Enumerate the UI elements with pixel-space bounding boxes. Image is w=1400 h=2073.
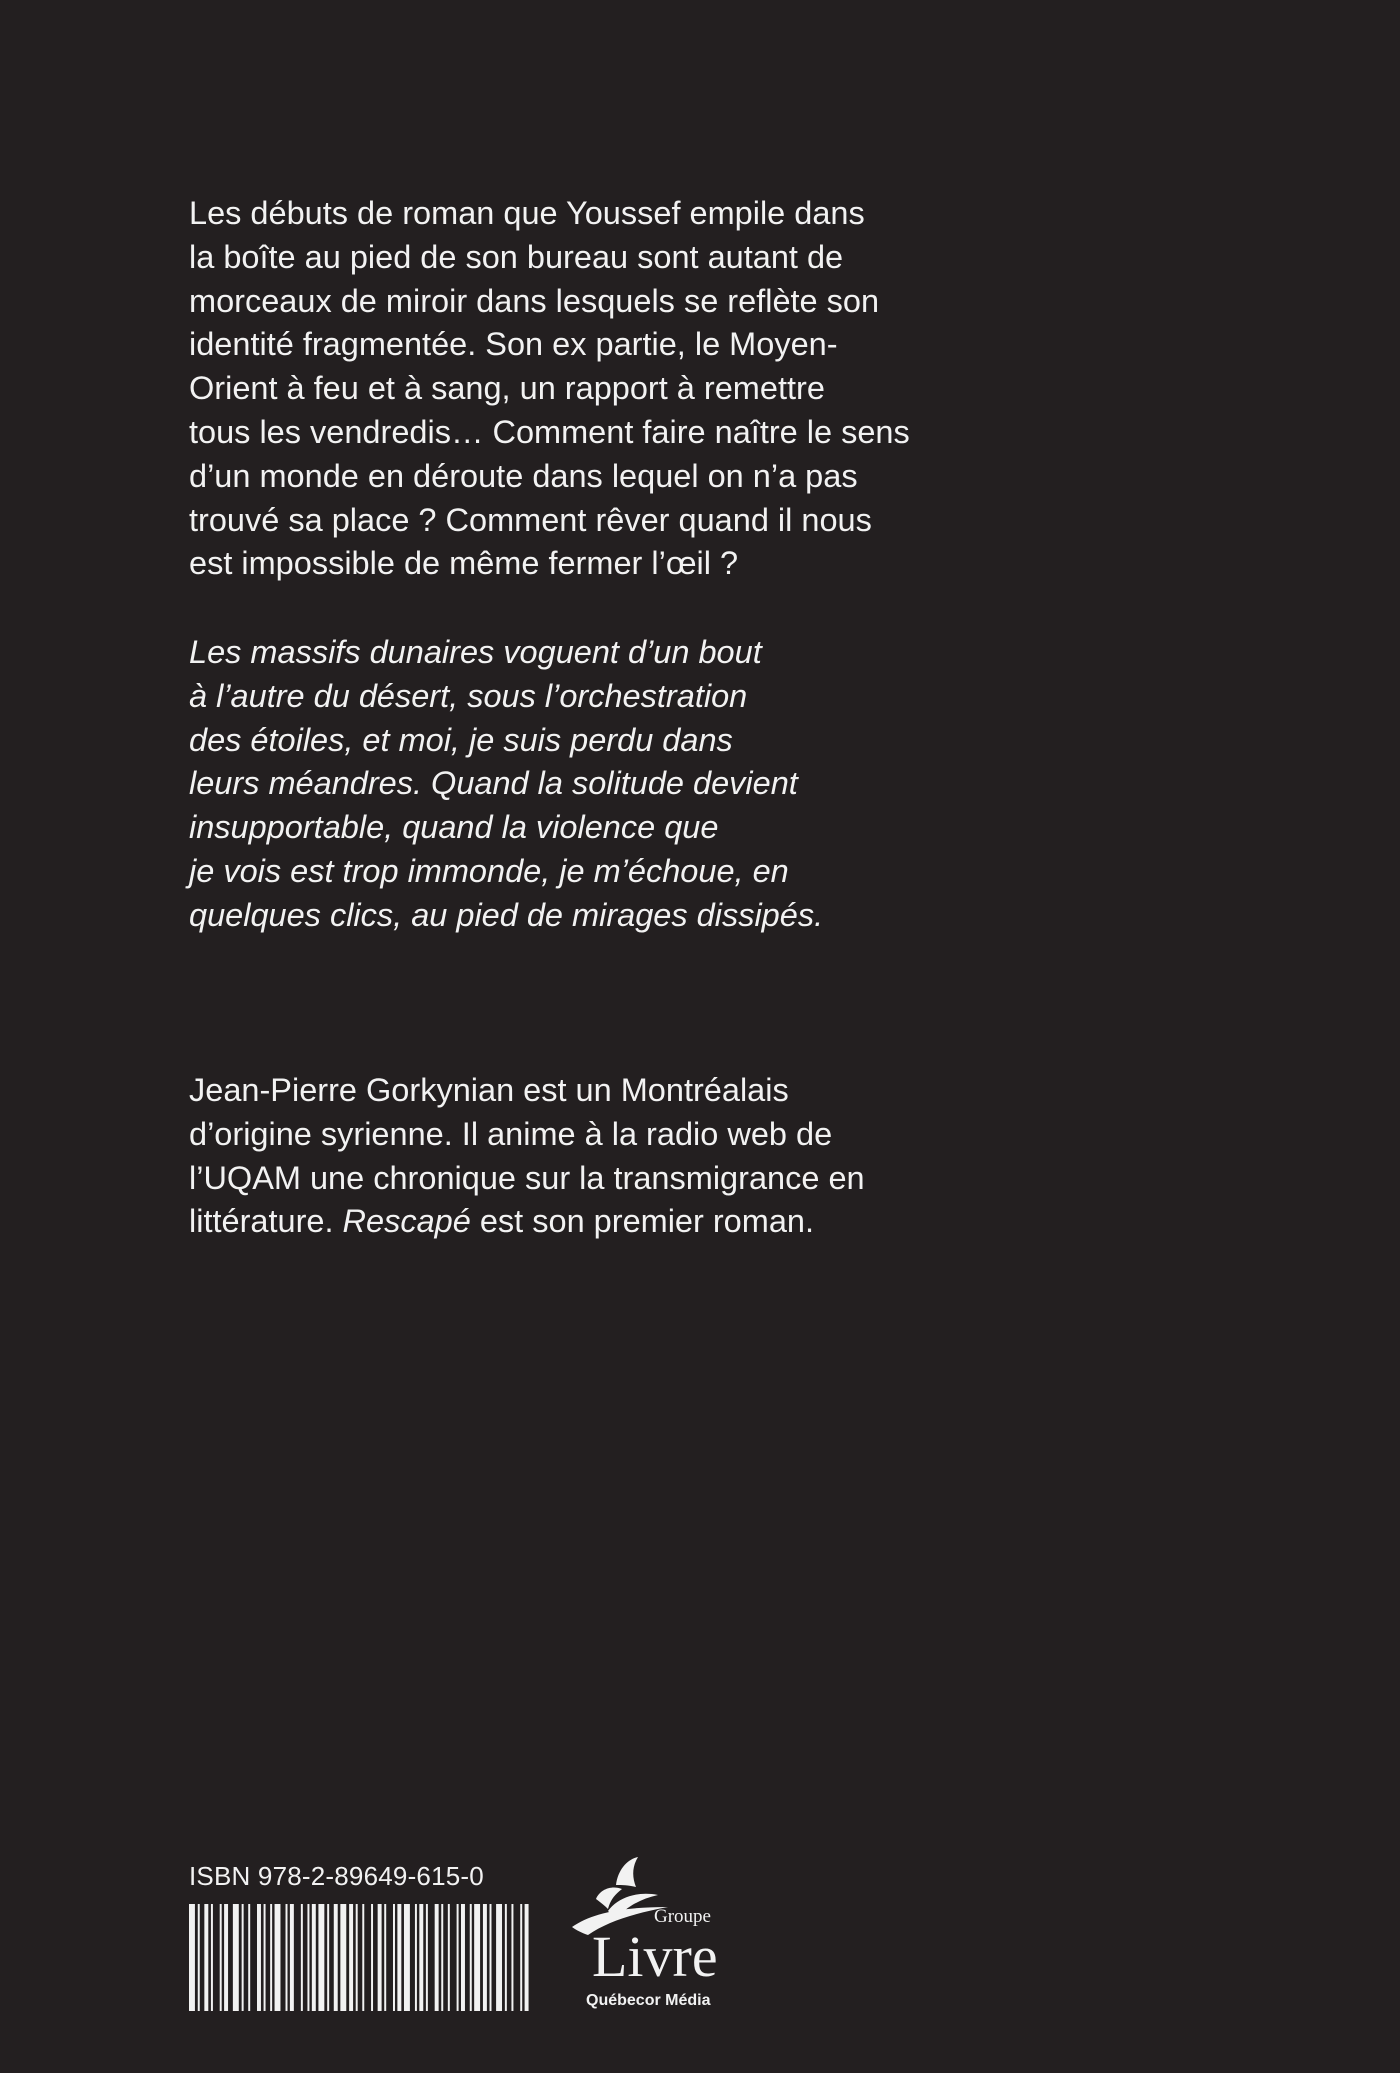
summary-line: Orient à feu et à sang, un rapport à remettre (189, 370, 825, 407)
barcode-bar (204, 1904, 208, 2011)
summary-text (189, 192, 949, 586)
publisher-logo (556, 1855, 726, 2015)
excerpt-line: à l’autre du désert, sous l’orchestration (189, 677, 748, 714)
barcode-bar (242, 1904, 244, 2011)
summary-line: la boîte au pied de son bureau sont autant de (189, 238, 844, 275)
barcode-bar (384, 1904, 386, 2011)
barcode-bar (404, 1904, 410, 2011)
summary-line: identité fragmentée. Son ex partie, le Moyen- (189, 326, 838, 363)
excerpt-line: insupportable, quand la violence que (189, 809, 719, 846)
logo-media-text: Québecor Média (586, 1992, 711, 2009)
barcode-bar (270, 1904, 272, 2011)
summary-line: tous les vendredis… Comment faire naître le sens (189, 413, 910, 450)
barcode-bar (233, 1904, 239, 2011)
isbn-number: ISBN 978-2-89649-615-0 (189, 1861, 484, 1891)
barcode-bar (525, 1904, 529, 2011)
barcode-bar (211, 1904, 213, 2011)
summary-line: trouvé sa place ? Comment rêver quand il nous (189, 501, 872, 538)
barcode-bar (496, 1904, 502, 2011)
barcode-bar (397, 1904, 401, 2011)
excerpt-text (189, 631, 949, 938)
barcode-bar (419, 1904, 423, 2011)
barcode-bar (520, 1904, 522, 2011)
barcode-bar (461, 1904, 465, 2011)
barcode-bar (483, 1904, 487, 2011)
excerpt-line: je vois est trop immonde, je m’échoue, en (189, 852, 789, 889)
barcode-bar (257, 1904, 261, 2011)
barcode-bar (470, 1904, 472, 2011)
barcode-bar (224, 1904, 228, 2011)
barcode-bar (448, 1904, 450, 2011)
barcode-bar (198, 1904, 200, 2011)
barcode-bar (275, 1904, 281, 2011)
barcode-bar (511, 1904, 513, 2011)
barcode-bar (189, 1904, 195, 2011)
barcode-bar (457, 1904, 459, 2011)
summary-line: d’un monde en déroute dans lequel on n’a pas (189, 457, 858, 494)
bio-line: l’UQAM une chronique sur la transmigrance en (189, 1159, 865, 1196)
barcode-bar (505, 1904, 507, 2011)
barcode-bar (490, 1904, 492, 2011)
barcode-bar (426, 1904, 428, 2011)
excerpt-line: des étoiles, et moi, je suis perdu dans (189, 721, 733, 758)
bio-text-after-title: est son premier roman. (470, 1203, 815, 1240)
summary-paragraph (189, 192, 949, 586)
barcode-bar (356, 1904, 358, 2011)
author-bio (189, 1069, 949, 1244)
logo-groupe-text: Groupe (654, 1906, 711, 1927)
excerpt-line: leurs méandres. Quand la solitude devient (189, 765, 798, 802)
excerpt-line: Les massifs dunaires voguent d’un bout (189, 634, 762, 670)
summary-line: est impossible de même fermer l’œil ? (189, 545, 739, 582)
barcode-bar (312, 1904, 316, 2011)
excerpt-line: quelques clics, au pied de mirages dissipés. (189, 896, 824, 933)
barcode-bar (349, 1904, 353, 2011)
excerpt-quote (189, 631, 949, 938)
logo-livre-text: Livre (592, 1924, 718, 1989)
barcode-bar (220, 1904, 222, 2011)
bio-text (189, 1069, 949, 1244)
barcode-bar (290, 1904, 294, 2011)
barcode-bar (318, 1904, 324, 2011)
bio-line (189, 1200, 949, 1244)
barcode (189, 1904, 529, 2011)
barcode-bar (286, 1904, 288, 2011)
barcode-bar (327, 1904, 329, 2011)
barcode-bar (334, 1904, 338, 2011)
barcode-bar (362, 1904, 364, 2011)
barcode-bar (435, 1904, 439, 2011)
barcode-bar (264, 1904, 266, 2011)
barcode-bar (307, 1904, 309, 2011)
bio-line: d’origine syrienne. Il anime à la radio web de (189, 1115, 833, 1152)
bio-line: Jean-Pierre Gorkynian est un Montréalais (189, 1072, 789, 1108)
barcode-bar (248, 1904, 250, 2011)
barcode-bar (371, 1904, 373, 2011)
barcode-bar (378, 1904, 382, 2011)
barcode-bar (474, 1904, 480, 2011)
summary-line: morceaux de miroir dans lesquels se reflète son (189, 282, 880, 319)
barcode-bar (393, 1904, 395, 2011)
barcode-bar (441, 1904, 443, 2011)
barcode-bar (415, 1904, 417, 2011)
bio-text-before-title: littérature. (189, 1203, 343, 1240)
book-title: Rescapé (342, 1203, 471, 1240)
barcode-bar (340, 1904, 346, 2011)
summary-line: Les débuts de roman que Youssef empile dans (189, 195, 865, 231)
barcode-bar (301, 1904, 303, 2011)
